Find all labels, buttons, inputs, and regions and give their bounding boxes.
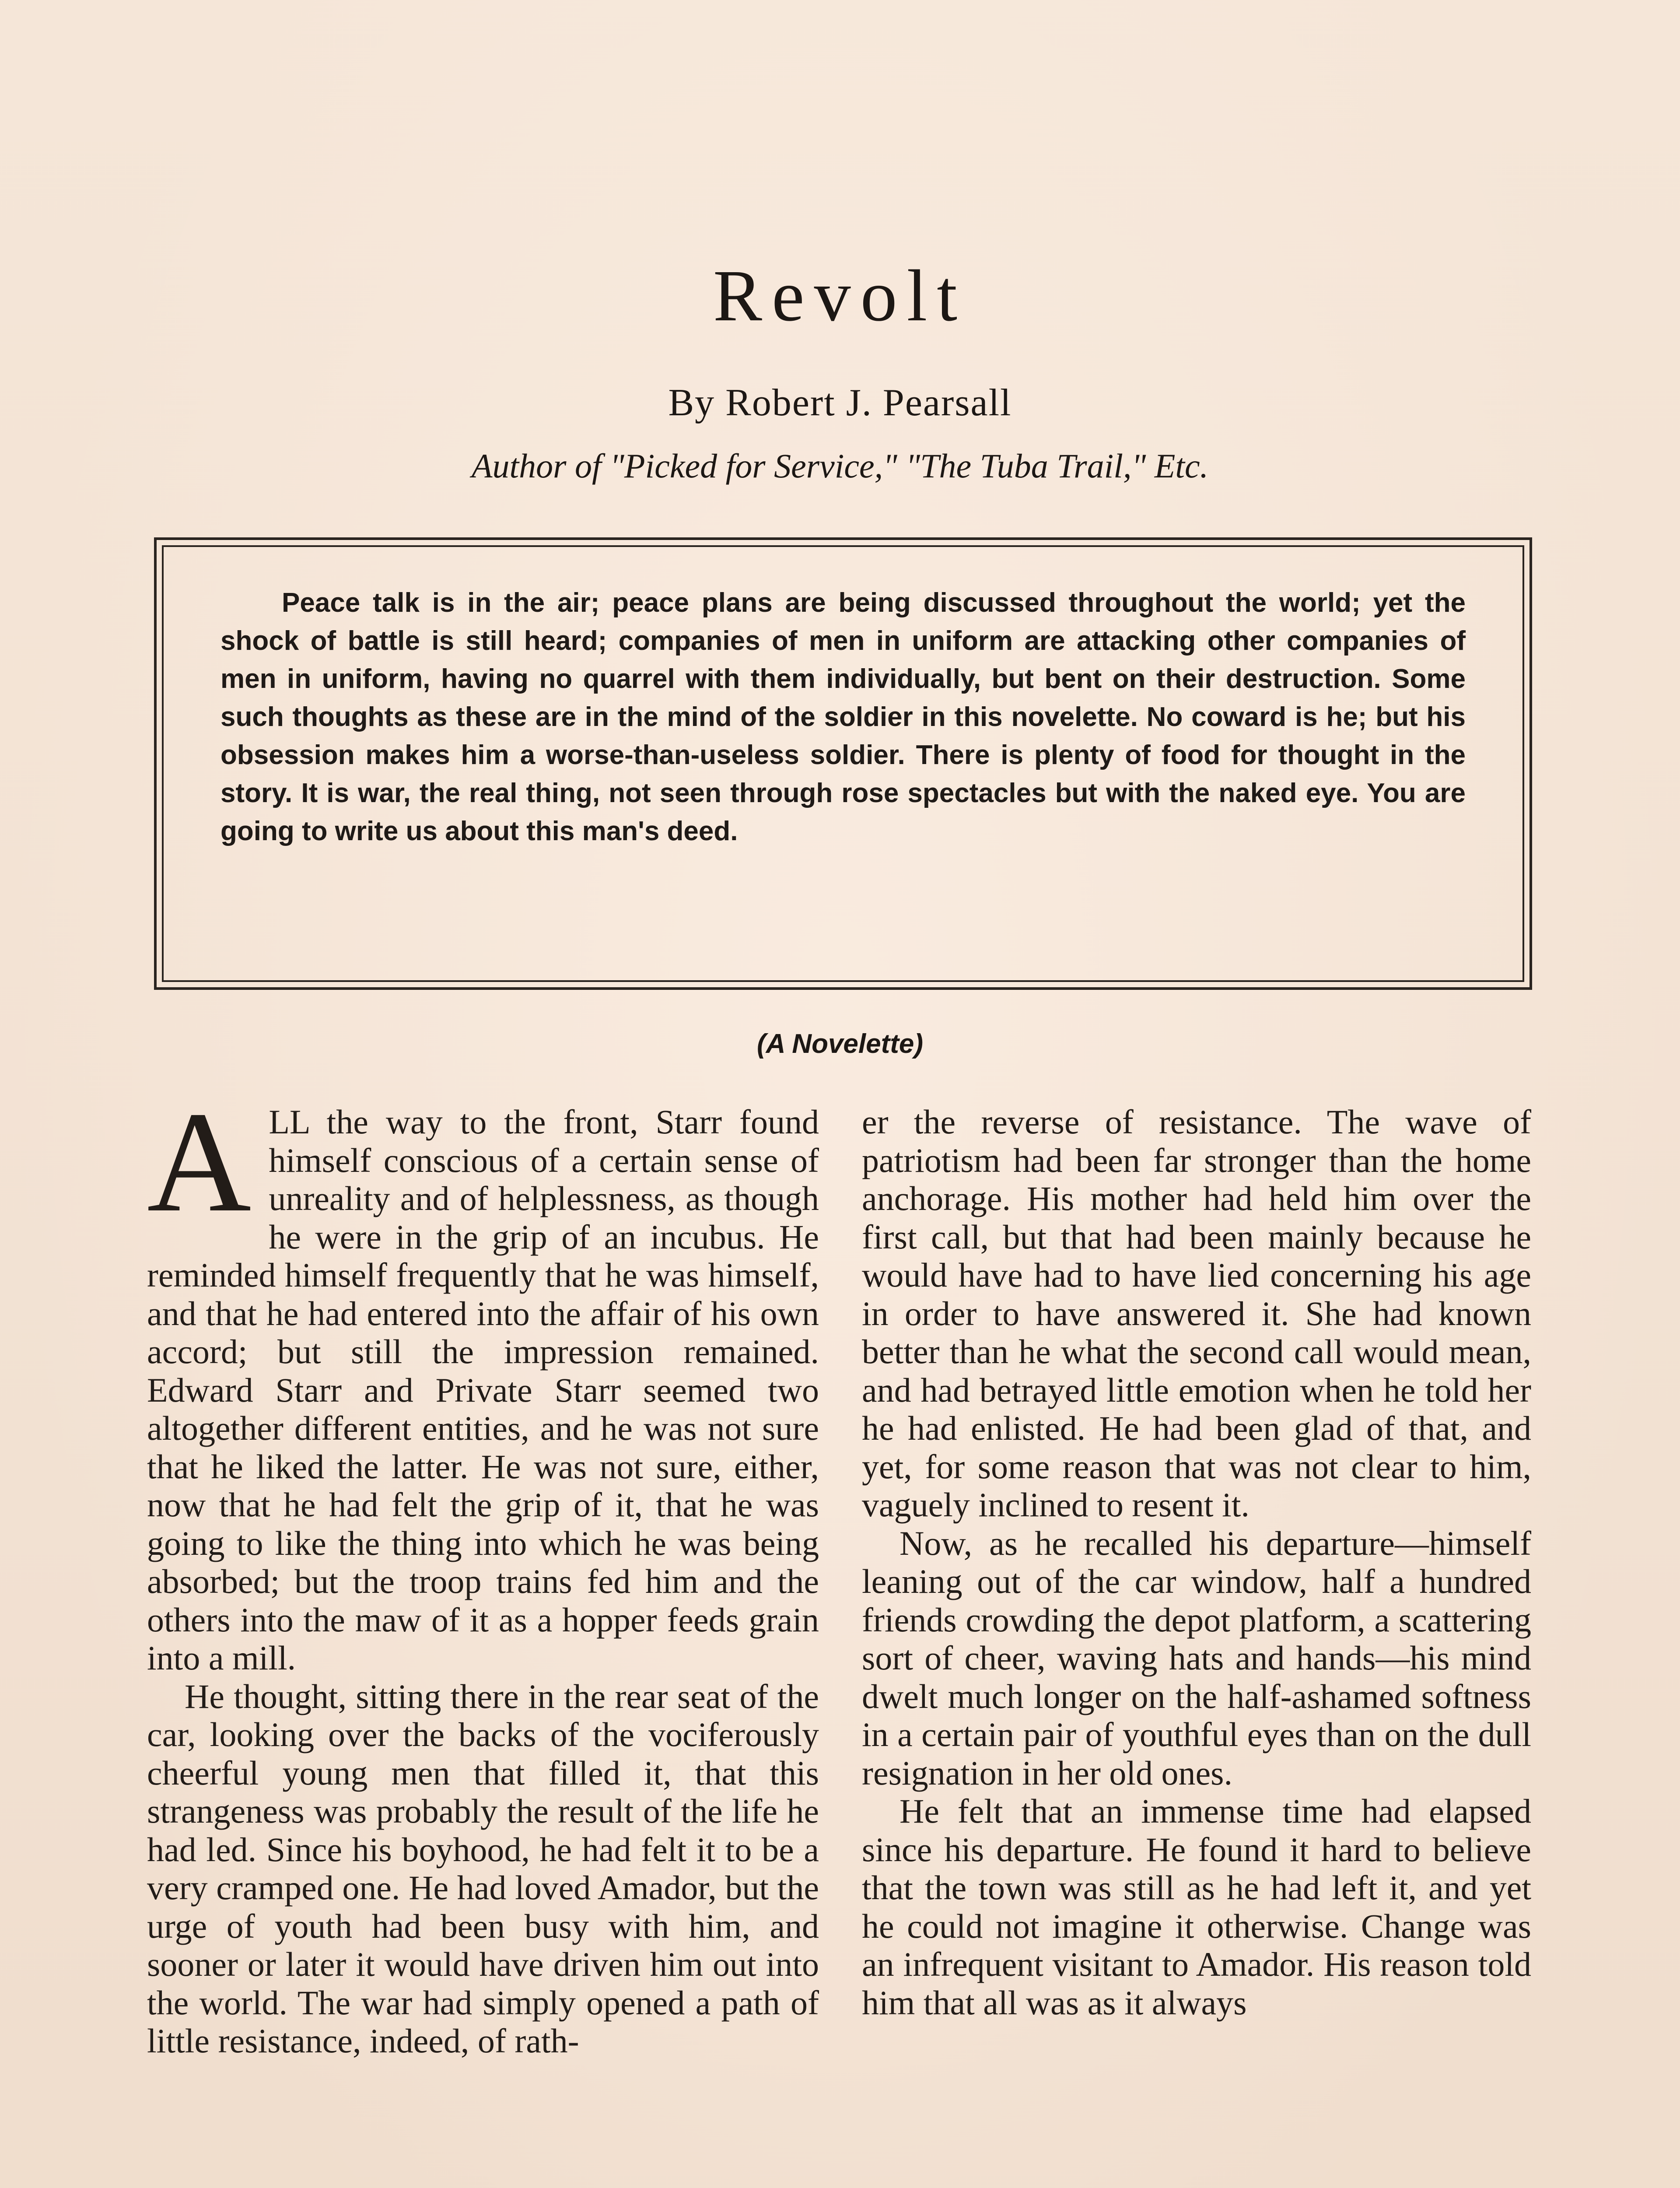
intro-box [154, 537, 1532, 990]
story-title: Revolt [713, 255, 967, 337]
paragraph: er the reverse of resistance. The wave of patriotism had been far stronger than the home anchorage. His mother had held him over the first call, but that had been mainly because he would have had to have lied concerning his age in order to have answered it. She had known better than he what the second call would mean, and had betrayed little emotion when he told her he had enlisted. He had been glad of that, and yet, for some reason that was not clear to him, vaguely inclined to resent it. [862, 1103, 1531, 1524]
intro-text: Peace talk is in the air; peace plans are being discussed throughout the world; yet the shock of battle is still heard; companies of men in uniform are attacking other companies of men in uniform, having no quarrel with them individually, but bent on their destruction. Some such thoughts as these are in the mind of the soldier in this novelette. No coward is he; but his obsession makes him a worse-than-useless soldier. There is plenty of food for thought in the story. It is war, the real thing, not seen through rose spectacles but with the naked eye. You are going to write us about this man's deed. [162, 545, 1524, 982]
subtitle: (A Novelette) [756, 1029, 924, 1059]
byline: By Robert J. Pearsall [668, 382, 1012, 424]
paragraph: He thought, sitting there in the rear seat of the car, looking over the backs of the vociferously cheerful young men that filled it, that this strangeness was probably the result of the life he had led. Since his boyhood, he had felt it to be a very cramped one. He had loved Amador, but the urge of youth had been busy with him, and sooner or later it would have driven him out into the world. The war had simply opened a path of little resistance, indeed, of rath- [147, 1677, 819, 2060]
left-column [147, 1082, 819, 2060]
paragraph: He felt that an immense time had elapsed since his departure. He found it hard to believe that the town was still as he had left it, and yet he could not imagine it otherwise. Change was an infrequent visitant to Amador. His reason told him that all was as it always [862, 1792, 1531, 2022]
drop-cap: A [147, 1082, 252, 1242]
paragraph: Now, as he recalled his departure—himself leaning out of the car window, half a hundred friends crowding the depot platform, a scattering sort of cheer, waving hats and hands—his mind dwelt much longer on the half-ashamed softness in a certain pair of youthful eyes than on the dull resignation in her old ones. [862, 1524, 1531, 1792]
author-note: Author of "Picked for Service," "The Tuba Trail," Etc. [471, 447, 1209, 485]
paragraph-text: LL the way to the front, Starr found himself conscious of a certain sense of unreality and of helplessness, as though he were in the grip of an incubus. He reminded himself frequently that he was himself, and that he had entered into the affair of his own accord; but still the impression remained. Edward Starr and Private Starr seemed two altogether different entities, and he was not sure that he liked the latter. He was not sure, either, now that he had felt the grip of it, that he was going to like the thing into which he was being absorbed; but the troop trains fed him and the others into the maw of it as a hopper feeds grain into a mill. [147, 1103, 819, 1677]
right-column [862, 1103, 1531, 2022]
paragraph [147, 1082, 819, 1677]
